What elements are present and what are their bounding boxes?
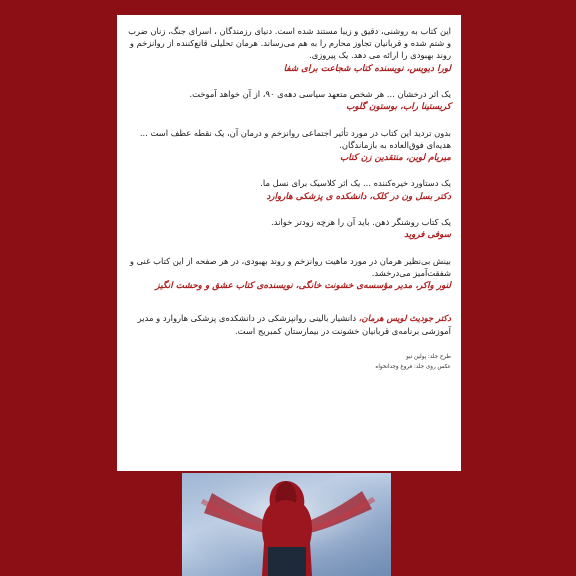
blurb-item [127, 25, 451, 75]
cover-credits [127, 352, 451, 372]
blurb-text: یک کتاب روشنگر ذهن. باید آن را هرچه زودتر خواند. [271, 217, 451, 227]
author-bio-text: دانشیار بالینی روانپزشکی در دانشکده‌ی پزشکی هاروارد و مدیر آموزشی برنامه‌ی قربانیان خشونت در بیمارستان کمبریج است. [137, 313, 451, 337]
blurb-text: بینش بی‌نظیر هرمان در مورد ماهیت روانزخم و روند بهبودی، در هر صفحه از این کتاب غنی و شفقت‌آمیز می‌درخشد. [129, 255, 451, 278]
blurb-author: دکتر بسل ون در کلک، دانشکده ی پزشکی هاروارد [266, 191, 451, 202]
blurb-item [127, 127, 451, 165]
blurb-author: میریام لوین، منتقدین زن کتاب [339, 152, 451, 163]
blurb-item [127, 177, 451, 203]
author-bio-name: دکتر جودیث لویس هرمان، [358, 313, 451, 324]
blurb-item [127, 216, 451, 242]
blurb-list [127, 25, 451, 292]
blurb-author: کریستینا راب، بوستون گلوب [346, 102, 451, 113]
blurb-item [127, 255, 451, 293]
blurb-text: بدون تردید این کتاب در مورد تأثیر اجتماعی روانزخم و درمان آن، یک نقطه عطف است ... هدیه‌ای فوق‌العاده به بازماندگان. [139, 127, 451, 150]
cover-photo-credit: عکس روی جلد: فروغ وجدانخواه [375, 363, 451, 370]
cover-design-credit: طرح جلد: پولین تبو [406, 353, 451, 360]
blurb-author: سوفی فروید [404, 230, 451, 241]
cover-photo [182, 473, 391, 576]
hooded-figure-illustration [182, 473, 391, 576]
blurb-text: یک اثر درخشان ... هر شخص متعهد سیاسی دهه‌ی ۹۰، از آن خواهد آموخت. [189, 88, 451, 99]
blurb-author: لنور واکر، مدیر مؤسسه‌ی خشونت خانگی، نویسنده‌ی کتاب عشق و وحشت انگیز [155, 280, 451, 291]
blurb-text: یک دستاورد خیره‌کننده ... یک اثر کلاسیک برای نسل ما. [260, 178, 451, 189]
blurb-author: لورا دیویس، نویسنده کتاب شجاعت برای شفا [283, 63, 451, 74]
blurb-text: این کتاب به روشنی، دقیق و زیبا مستند شده است. دنیای رزمندگان ، اسرای جنگ، زنان ضرب و شتم شده و قربانیان تجاوز محارم را به هم می‌رساند. هرمان تحلیلی قانع‌کننده از روانزخم و روند بهبودی را ارائه می دهد. یک پیروزی. [128, 26, 451, 61]
blurb-item [127, 88, 451, 114]
back-cover-page [117, 15, 461, 471]
author-bio [127, 312, 451, 337]
